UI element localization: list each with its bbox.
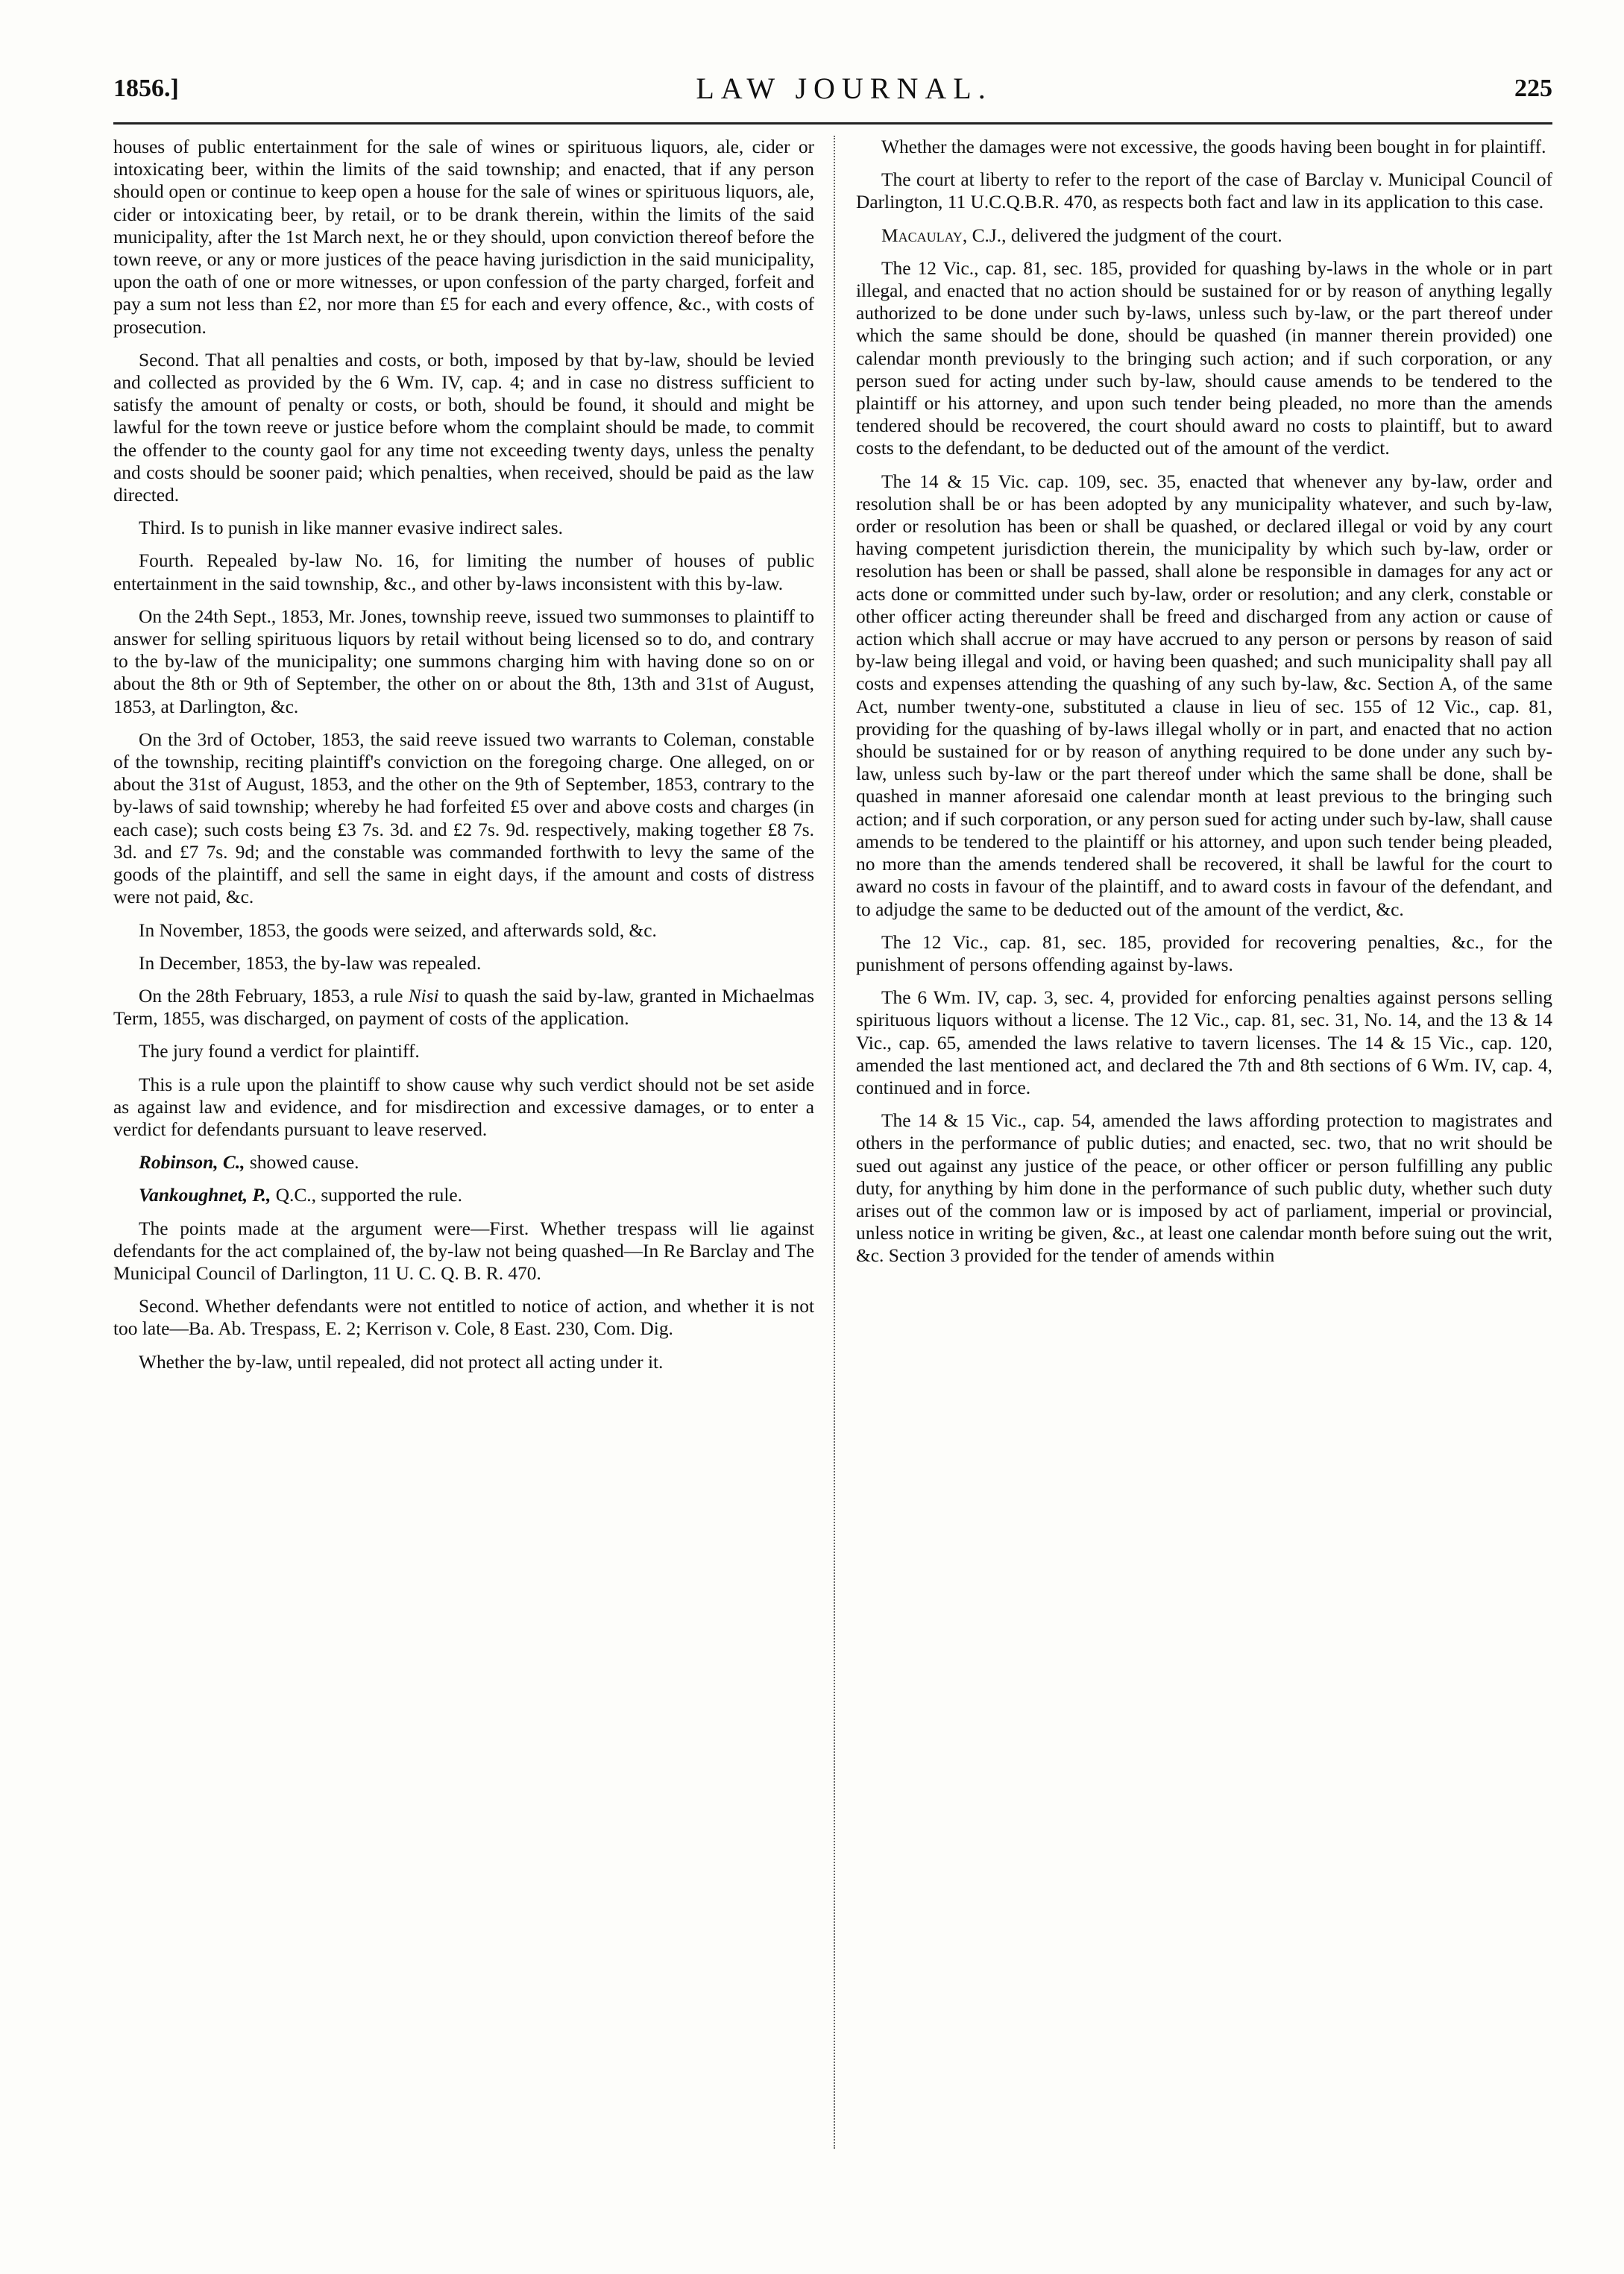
paragraph: Second. Whether defendants were not entitled to notice of action, and whether it is not too late—Ba. Ab. Trespass, E. 2; Kerrison v. Cole, 8 East. 230, Com. Dig. — [113, 1296, 814, 1340]
header-year: 1856.] — [113, 75, 179, 102]
right-column — [856, 136, 1552, 1278]
paragraph: In November, 1853, the goods were seized, and afterwards sold, &c. — [139, 919, 657, 941]
text-run: Q.C., supported the rule. — [271, 1185, 463, 1206]
header-rule — [113, 122, 1552, 125]
paragraph — [113, 985, 814, 1030]
paragraph: Fourth. Repealed by-law No. 16, for limiting the number of houses of public entertainment in the said township, &c., and other by-laws inconsistent with this by-law. — [113, 550, 814, 594]
paragraph: The jury found a verdict for plaintiff. — [139, 1041, 420, 1062]
paragraph: Second. That all penalties and costs, or both, imposed by that by-law, should be levied and collected as provided by the 6 Wm. IV, cap. 4; and in case no distress sufficient to satisfy the amount of penalty or costs, or both, should be found, it should and might be lawful for the town reeve or justice before whom the complaint should be made, to commit the offender to the county gaol for any time not exceeding twenty days, unless the penalty and costs should be sooner paid; which penalties, when received, should be paid as the law directed. — [113, 349, 814, 506]
paragraph — [113, 1184, 814, 1206]
paragraph: houses of public entertainment for the sale of wines or spirituous liquors, ale, cider or intoxicating beer, within the limits of the said township; and enacted, that if any person should open or continue to keep open a house for the sale of wines or spirituous liquors, ale, cider or intoxicating beer, by retail, or to be drank therein, within the limits of the said municipality, after the 1st March next, he or they should, upon conviction thereof before the town reeve, or any or more justices of the peace having jurisdiction in the said municipality, upon the oath of one or more witnesses, or upon confession of the party charged, forfeit and pay a sum not less than £2, nor more than £5 for each and every offence, &c., with costs of prosecution. — [113, 136, 814, 338]
paragraph: In December, 1853, the by-law was repealed. — [139, 952, 482, 974]
column-divider — [834, 136, 835, 2149]
counsel-name: Vankoughnet, P., — [139, 1185, 271, 1206]
text-run: delivered the judgment of the court. — [1006, 224, 1282, 246]
paragraph: Whether the damages were not excessive, the goods having been bought in for plaintiff. — [881, 136, 1546, 157]
text-run: showed cause. — [245, 1152, 359, 1174]
paragraph: The court at liberty to refer to the report of the case of Barclay v. Municipal Council of Darlington, 11 U.C.Q.B.R. 470, as respects both fact and law in its application to this case. — [856, 169, 1552, 213]
paragraph: The points made at the argument were—First. Whether trespass will lie against defendants for the act complained of, the by-law not being quashed—In Re Barclay and The Municipal Council of Darlington, 11 U. C. Q. B. R. 470. — [113, 1218, 814, 1284]
judge-name: Macaulay, C.J., — [881, 224, 1007, 246]
text-run-italic: Nisi — [408, 985, 439, 1007]
paragraph: The 14 & 15 Vic. cap. 109, sec. 35, enacted that whenever any by-law, order and resolution shall be or has been adopted by any municipality whatever, and such by-law, order or resolution has been or shall be quashed, or declared illegal or void by any court having competent jurisdiction therein, the municipality by which such by-law, order or resolution has been or shall be passed, shall alone be responsible in damages for any act or acts done or committed under such by-law, order or resolution; and any clerk, constable or other officer acting thereunder shall be freed and discharged from any action or cause of action which shall accrue or may have accrued to any person or persons by reason of said by-law being illegal and void, or having been quashed; and such municipality shall pay all costs and expenses attending the quashing of any such by-law, &c. Section A, of the same Act, number twenty-one, substituted a clause in lieu of sec. 155 of 12 Vic., cap. 81, providing for the quashing of by-laws illegal wholly or in part, and enacted that no action should be sustained for or by reason of anything required to be done under any such by-law, unless such by-law or the part thereof under which the same shall be done, shall be quashed in manner aforesaid one calendar month at least previous to the bringing such action; and if such corporation, or any person sued for acting under such by-law, shall cause amends to be tendered to the plaintiff or his attorney, and upon such tender being pleaded, no more than the amends tendered shall be recovered, it shall be lawful for the court to award no costs in favour of the plaintiff, and to award costs in favour of the defendant, and to adjudge the same to be deducted out of the amount of the verdict, &c. — [856, 470, 1552, 920]
paragraph: Whether the by-law, until repealed, did not protect all acting under it. — [139, 1351, 664, 1373]
counsel-name: Robinson, C., — [139, 1152, 245, 1174]
paragraph: The 14 & 15 Vic., cap. 54, amended the laws affording protection to magistrates and others in the performance of public duties; and enacted, sec. two, that no writ should be sued out against any justice of the peace, or other officer or person fulfilling any public duty, for anything by him done in the performance of such public duty, whether such duty arises out of the common law or is imposed by act of parliament, imperial or provincial, unless notice in writing be given, &c., at least one calendar month before suing out the writ, &c. Section 3 provided for the tender of amends within — [856, 1110, 1552, 1267]
paragraph: Third. Is to punish in like manner evasive indirect sales. — [139, 517, 564, 539]
paragraph — [856, 224, 1552, 247]
header-journal-title: LAW JOURNAL. — [696, 72, 992, 105]
running-header — [113, 72, 1552, 116]
paragraph: The 12 Vic., cap. 81, sec. 185, provided for recovering penalties, &c., for the punishment of persons offending against by-laws. — [856, 931, 1552, 975]
paragraph: This is a rule upon the plaintiff to show cause why such verdict should not be set aside as against law and evidence, and for misdirection and excessive damages, or to enter a verdict for defendants pursuant to leave reserved. — [113, 1074, 814, 1140]
paragraph: The 6 Wm. IV, cap. 3, sec. 4, provided for enforcing penalties against persons selling spirituous liquors without a license. The 12 Vic., cap. 81, sec. 31, No. 14, and the 13 & 14 Vic., cap. 65, amended the laws relative to tavern licenses. The 14 & 15 Vic., cap. 120, amended the last mentioned act, and declared the 7th and 8th sections of 6 Wm. IV, cap. 4, continued and in force. — [856, 987, 1552, 1098]
paragraph: The 12 Vic., cap. 81, sec. 185, provided for quashing by-laws in the whole or in part illegal, and enacted that no action should be sustained for or by reason of anything legally authorized to be done under such by-laws, unless such by-law, or the part thereof under which the same should be done, should be quashed (in manner therein provided) one calendar month previously to the bringing such action; and if such corporation, or any person sued for acting under such by-law, should cause amends to be tendered to the plaintiff or his attorney, and upon such tender being pleaded, no more than the amends tendered should be recovered, the court should award no costs to plaintiff, but to award costs to the defendant, to be deducted out of the amount of the verdict. — [856, 257, 1552, 459]
left-column — [113, 136, 814, 1384]
text-run: On the 28th February, 1853, a rule — [139, 985, 409, 1007]
paragraph: On the 3rd of October, 1853, the said reeve issued two warrants to Coleman, constable of the township, reciting plaintiff's conviction on the foregoing charge. One alleged, on or about the 31st of August, 1853, and the other on the 9th of September, 1853, contrary to the by-laws of said township; whereby he had forfeited £5 over and above costs and charges (in each case); such costs being £3 7s. 3d. and £2 7s. 9d. respectively, making together £8 7s. 3d. and £7 7s. 9d; and the constable was commanded forthwith to levy the same of the goods of the plaintiff, and sell the same in eight days, if the amount and costs of distress were not paid, &c. — [113, 728, 814, 908]
paragraph — [113, 1151, 814, 1174]
text-run: to quash the said by-law, granted in Michaelmas Term, 1855, was discharged, on payment of costs of the application. — [113, 985, 814, 1030]
header-page-number: 225 — [1514, 75, 1552, 102]
paragraph: On the 24th Sept., 1853, Mr. Jones, township reeve, issued two summonses to plaintiff to answer for selling spirituous liquors by retail without being licensed so to do, and contrary to the by-law of the municipality; one summons charging him with having done so on or about the 8th or 9th of September, the other on or about the 8th, 13th and 31st of August, 1853, at Darlington, &c. — [113, 605, 814, 717]
